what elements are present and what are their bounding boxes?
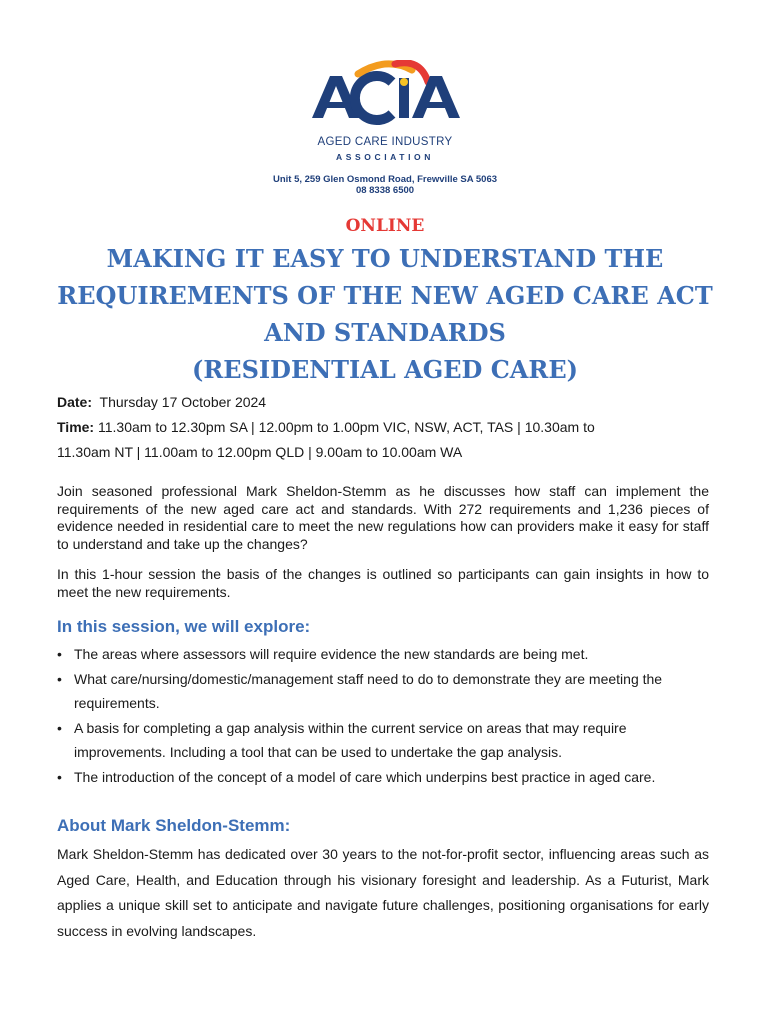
logo-letter-a2 bbox=[412, 76, 460, 118]
list-item: • The areas where assessors will require evidence the new standards are being met. bbox=[57, 642, 709, 667]
title-line-4: (RESIDENTIAL AGED CARE) bbox=[191, 355, 579, 384]
time-row bbox=[57, 416, 707, 438]
explore-list bbox=[57, 642, 709, 789]
address: Unit 5, 259 Glen Osmond Road, Frewville SA 5063 bbox=[272, 174, 498, 185]
about-heading: About Mark Sheldon-Stemm: bbox=[57, 816, 291, 835]
bullet-icon: • bbox=[57, 719, 62, 736]
list-item: • The introduction of the concept of a model of care which underpins best practice in aged care. bbox=[57, 765, 709, 790]
title-line-1: MAKING IT EASY TO UNDERSTAND THE bbox=[106, 244, 664, 273]
date-value: Thursday 17 October 2024 bbox=[99, 394, 267, 410]
time-value-line-1: 11.30am to 12.30pm SA | 12.00pm to 1.00pm VIC, NSW, ACT, TAS | 10.30am to bbox=[97, 419, 595, 435]
online-banner: ONLINE bbox=[345, 216, 425, 236]
time-row-2 bbox=[57, 441, 707, 463]
date-row bbox=[57, 391, 707, 413]
date-label: Date: bbox=[57, 394, 93, 410]
bullet-icon: • bbox=[57, 768, 62, 785]
list-item: • What care/nursing/domestic/management staff need to do to demonstrate they are meeting the requirements. bbox=[57, 667, 709, 716]
title-line-2: REQUIREMENTS OF THE NEW AGED CARE ACT bbox=[57, 281, 713, 310]
list-item: • A basis for completing a gap analysis within the current service on areas that may require improvements. Including a tool that can be used to undertake the gap analysis. bbox=[57, 716, 709, 765]
logo-dot-yellow bbox=[400, 78, 408, 86]
intro-paragraph-1: Join seasoned professional Mark Sheldon-Stemm as he discusses how staff can implement the requirements of the new aged care act and standards. With 272 requirements and 1,236 pieces of evidence needed in residential care to meet the new regulations how can providers make it easy for staff to understand and take up the changes? bbox=[57, 483, 709, 552]
intro-paragraph-2: In this 1-hour session the basis of the changes is outlined so participants can gain insights in how to meet the new requirements. bbox=[57, 566, 709, 600]
about-paragraph: Mark Sheldon-Stemm has dedicated over 30 years to the not-for-profit sector, influencing areas such as Aged Care, Health, and Education through his visionary foresight and leadership. As a Futurist, Mark applies a unique skill set to anticipate and navigate future challenges, positioning organisations for early success in evolving landscapes. bbox=[57, 846, 709, 939]
logo-a2-bar bbox=[426, 102, 446, 108]
title-line-3: AND STANDARDS bbox=[264, 318, 506, 347]
time-value-line-2: 11.30am NT | 11.00am to 12.00pm QLD | 9.00am to 10.00am WA bbox=[57, 444, 463, 460]
time-label: Time: bbox=[57, 419, 95, 435]
bullet-icon: • bbox=[57, 670, 62, 687]
logo-letter-c bbox=[355, 76, 392, 120]
logo-line-2: ASSOCIATION bbox=[335, 152, 434, 162]
explore-heading: In this session, we will explore: bbox=[57, 617, 311, 636]
bullet-icon: • bbox=[57, 646, 62, 662]
logo-line-1: AGED CARE INDUSTRY bbox=[317, 136, 453, 148]
document-title bbox=[40, 240, 730, 388]
phone: 08 8338 6500 bbox=[355, 185, 415, 196]
logo-a1-bar bbox=[326, 102, 346, 108]
